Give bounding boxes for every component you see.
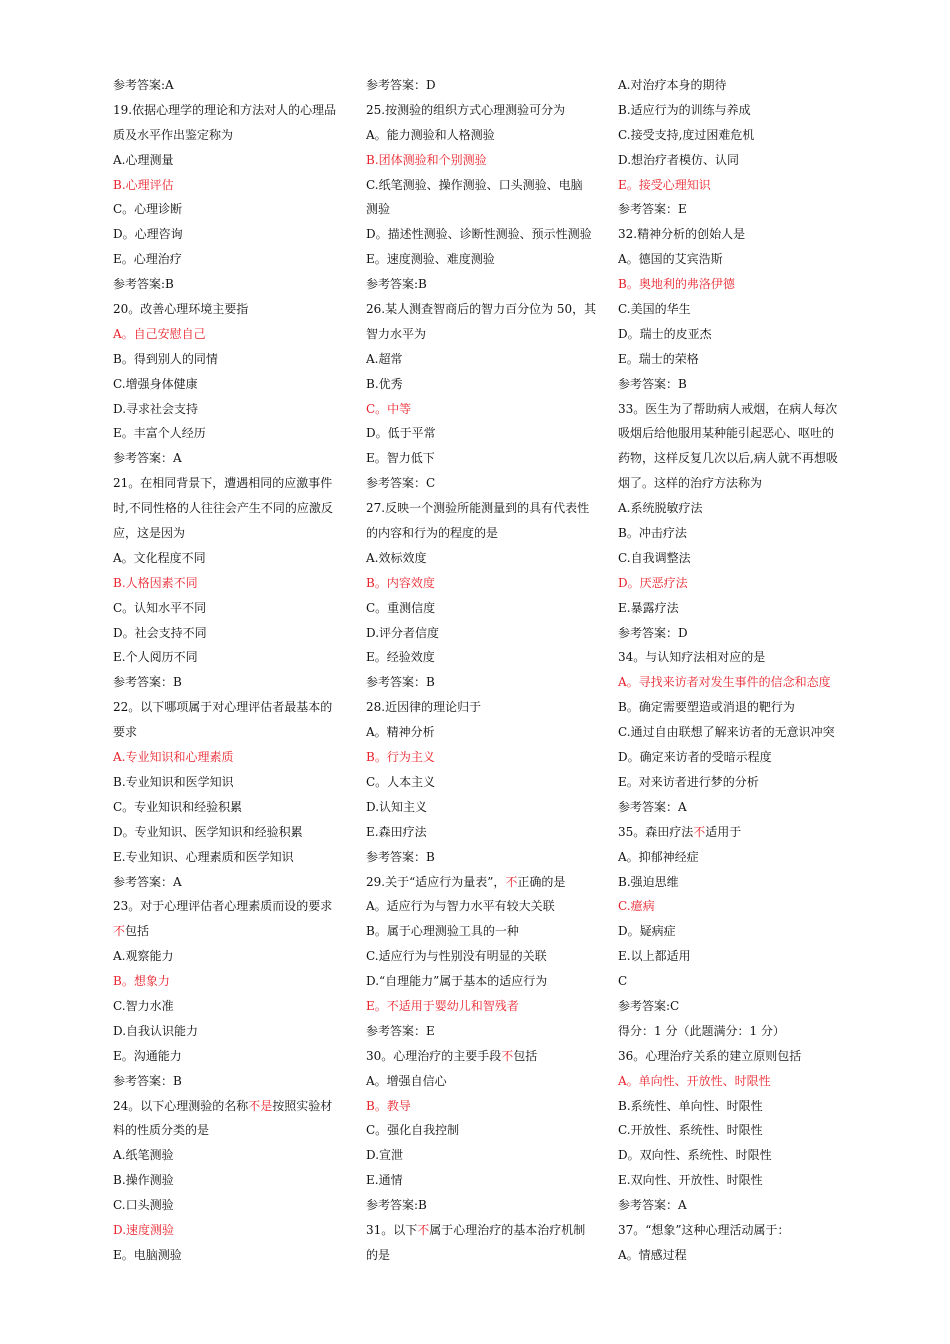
column-1 [113, 73, 349, 1268]
text-line: 22。以下哪项属于对心理评估者最基本的 [113, 700, 333, 715]
text-line: 参考答案：B [366, 675, 435, 690]
text-line: A。增强自信心 [366, 1073, 447, 1088]
text-line: D.认知主义 [366, 799, 428, 814]
text-line: 参考答案：B [366, 849, 435, 864]
text-line: 参考答案：D [366, 78, 436, 92]
text-line: D.“自理能力”属于基本的适应行为 [366, 974, 548, 989]
text-line: B.团体测验和个别测验 [366, 152, 487, 167]
text-line: 参考答案：A [618, 1198, 687, 1213]
text-line: C.美国的华生 [618, 302, 691, 317]
text-line: 参考答案：A [113, 874, 182, 889]
text-line [113, 1094, 349, 1119]
text-line: D。瑞士的皮亚杰 [618, 326, 712, 341]
text-line [366, 870, 602, 895]
text-line: 32.精神分析的创始人是 [618, 227, 746, 242]
text-line: 33。医生为了帮助病人戒烟，在病人每次 [618, 401, 838, 416]
text-line: A。抑郁神经症 [618, 849, 699, 864]
text-line: 参考答案:A [113, 78, 174, 92]
text-line: 参考答案：E [618, 202, 687, 217]
text-line: C.口头测验 [113, 1198, 174, 1213]
text-line: A.心理测量 [113, 152, 174, 167]
text-line: D。专业知识、医学知识和经验积累 [113, 824, 303, 839]
text-line: 19.依据心理学的理论和方法对人的心理品 [113, 102, 337, 117]
text-line: D。厌恶疗法 [618, 575, 688, 590]
text-line: C.接受支持,度过困难危机 [618, 127, 755, 142]
text-line: C.适应行为与性别没有明显的关联 [366, 949, 547, 964]
text-segment: 正确的是 [517, 874, 566, 889]
text-line: 参考答案：B [113, 675, 182, 690]
text-line: E。不适用于婴幼儿和智残者 [366, 998, 519, 1013]
text-line: B.强迫思维 [618, 874, 679, 889]
text-line: 21。在相同背景下，遭遇相同的应激事件 [113, 476, 333, 491]
text-line: C.纸笔测验、操作测验、口头测验、电脑 [366, 177, 583, 192]
text-line [618, 820, 854, 845]
text-line: B。奥地利的弗洛伊德 [618, 277, 735, 292]
text-line: C.癔病 [618, 899, 655, 914]
text-line: 吸烟后给他服用某种能引起恶心、呕吐的 [618, 426, 835, 441]
text-line: C。人本主义 [366, 774, 436, 789]
text-line: D.宣泄 [366, 1148, 404, 1163]
text-line: 得分：1 分（此题满分：1 分） [618, 1023, 785, 1038]
highlight-segment: 不 [113, 924, 126, 939]
column-2 [366, 73, 602, 1268]
text-line: E。心理治疗 [113, 252, 182, 267]
highlight-segment: 不 [417, 1222, 430, 1237]
text-line: 的内容和行为的程度的是 [366, 526, 499, 541]
text-line: C.智力水准 [113, 998, 174, 1013]
text-line: 28.近因律的理论归于 [366, 700, 482, 715]
text-line: 参考答案：B [113, 1073, 182, 1088]
text-line: E。智力低下 [366, 451, 435, 466]
text-segment: 按照实验材 [272, 1098, 333, 1113]
text-segment: 30。心理治疗的主要手段 [366, 1048, 502, 1063]
text-line: B。得到别人的同情 [113, 351, 218, 366]
text-line: 参考答案:B [366, 277, 427, 292]
text-line: A.专业知识和心理素质 [113, 750, 234, 765]
text-line: E.森田疗法 [366, 824, 427, 839]
text-line: B.操作测验 [113, 1173, 174, 1188]
text-line: D。心理咨询 [113, 227, 183, 242]
text-line: B。想象力 [113, 974, 170, 989]
text-line: A.系统脱敏疗法 [618, 501, 703, 516]
text-line: 时,不同性格的人往往会产生不同的应激反 [113, 501, 333, 516]
text-line: 参考答案：E [366, 1023, 435, 1038]
text-line: E.个人阅历不同 [113, 650, 198, 665]
text-line: C.通过自由联想了解来访者的无意识冲突 [618, 725, 835, 740]
text-line: 要求 [113, 725, 138, 740]
text-line: 参考答案:B [366, 1198, 427, 1213]
text-line [113, 919, 349, 944]
highlight-segment: 不 [505, 874, 518, 889]
text-line: E。电脑测验 [113, 1247, 182, 1262]
text-line: 37。“想象”这种心理活动属于： [618, 1222, 790, 1237]
text-line: 质及水平作出鉴定称为 [113, 127, 234, 142]
text-line: E.以上都适用 [618, 949, 691, 964]
text-line [366, 1218, 602, 1243]
text-line: A.对治疗本身的期待 [618, 78, 727, 92]
text-line: A.纸笔测验 [113, 1148, 174, 1163]
text-line: 27.反映一个测验所能测量到的具有代表性 [366, 501, 590, 516]
text-line: C.自我调整法 [618, 550, 691, 565]
text-line: 药物，这样反复几次以后,病人就不再想吸 [618, 451, 838, 466]
text-line: 应，这是因为 [113, 526, 186, 541]
text-line: D.评分者信度 [366, 625, 440, 640]
text-line: E。瑞士的荣格 [618, 351, 699, 366]
text-line: 的是 [366, 1247, 391, 1262]
text-segment: 31。以下 [366, 1222, 418, 1237]
text-line: A.观察能力 [113, 949, 174, 964]
text-line: D.自我认识能力 [113, 1023, 199, 1038]
text-segment: 适用于 [705, 824, 742, 839]
text-line: E.暴露疗法 [618, 600, 679, 615]
text-line: B。属于心理测验工具的一种 [366, 924, 519, 939]
text-line: 测验 [366, 202, 391, 217]
text-line: C。认知水平不同 [113, 600, 207, 615]
text-line: B。行为主义 [366, 750, 435, 765]
text-line: E。经验效度 [366, 650, 435, 665]
text-segment: 24。以下心理测验的名称 [113, 1098, 249, 1113]
text-line: A.效标效度 [366, 550, 427, 565]
text-line: A。自己安慰自己 [113, 326, 206, 341]
text-line: 34。与认知疗法相对应的是 [618, 650, 766, 665]
text-line: D.寻求社会支持 [113, 401, 199, 416]
text-line: A。精神分析 [366, 725, 435, 740]
text-line: 智力水平为 [366, 326, 427, 341]
text-line: B.系统性、单向性、时限性 [618, 1098, 763, 1113]
text-line: 参考答案：A [113, 451, 182, 466]
text-line: A。能力测验和人格测验 [366, 127, 495, 142]
text-line: D。确定来访者的受暗示程度 [618, 750, 772, 765]
text-segment: 35。森田疗法 [618, 824, 694, 839]
text-line: E。接受心理知识 [618, 177, 711, 192]
text-line: B。冲击疗法 [618, 526, 687, 541]
text-line: B。确定需要塑造或消退的靶行为 [618, 700, 795, 715]
text-line: C。专业知识和经验积累 [113, 799, 243, 814]
text-line: A。情感过程 [618, 1247, 687, 1262]
text-line: C。中等 [366, 401, 412, 416]
text-line: A.超常 [366, 351, 403, 366]
text-line: C。重测信度 [366, 600, 436, 615]
text-line: 参考答案：D [618, 625, 688, 640]
text-line: C。心理诊断 [113, 202, 183, 217]
text-line: A。寻找来访者对发生事件的信念和态度 [618, 675, 831, 690]
text-line: 36。心理治疗关系的建立原则包括 [618, 1048, 802, 1063]
text-line [366, 1044, 602, 1069]
text-line: D.想治疗者模仿、认同 [618, 152, 740, 167]
text-segment: 属于心理治疗的基本治疗机制 [429, 1222, 586, 1237]
text-segment: 29.关于“适应行为量表”， [366, 874, 506, 889]
text-line: D。低于平常 [366, 426, 436, 441]
text-line: E。对来访者进行梦的分析 [618, 774, 759, 789]
text-line: A。文化程度不同 [113, 550, 206, 565]
text-segment: 包括 [125, 924, 150, 939]
text-line: 料的性质分类的是 [113, 1123, 210, 1138]
text-line: 参考答案:B [113, 277, 174, 292]
highlight-segment: 不 [693, 824, 706, 839]
text-line: E.通情 [366, 1173, 403, 1188]
text-line: A。德国的艾宾浩斯 [618, 252, 723, 267]
text-line: B.适应行为的训练与养成 [618, 102, 751, 117]
text-line: B.心理评估 [113, 177, 174, 192]
text-line: 参考答案：C [366, 476, 436, 491]
text-line: D。双向性、系统性、时限性 [618, 1148, 772, 1163]
text-line: E。沟通能力 [113, 1048, 182, 1063]
text-line: D.速度测验 [113, 1222, 175, 1237]
text-line: 26.某人测查智商后的智力百分位为 50，其 [366, 302, 597, 317]
highlight-segment: 不 [501, 1048, 514, 1063]
text-line: E.双向性、开放性、时限性 [618, 1173, 763, 1188]
text-line: C.开放性、系统性、时限性 [618, 1123, 763, 1138]
text-line: A。适应行为与智力水平有较大关联 [366, 899, 555, 914]
text-line: C。强化自我控制 [366, 1123, 460, 1138]
text-line: 参考答案:C [618, 998, 680, 1013]
text-line: D。描述性测验、诊断性测验、预示性测验 [366, 227, 592, 242]
text-line: B.优秀 [366, 376, 403, 391]
text-line: 参考答案：A [618, 799, 687, 814]
text-line: B.专业知识和医学知识 [113, 774, 234, 789]
text-line: C.增强身体健康 [113, 376, 198, 391]
text-line: E。速度测验、难度测验 [366, 252, 495, 267]
text-line: D。疑病症 [618, 924, 676, 939]
text-line: E。丰富个人经历 [113, 426, 206, 441]
highlight-segment: 不是 [248, 1098, 273, 1113]
text-line: 20。改善心理环境主要指 [113, 302, 249, 317]
text-line: B。教导 [366, 1098, 411, 1113]
text-line: 23。对于心理评估者心理素质而设的要求 [113, 899, 333, 914]
text-line: D。社会支持不同 [113, 625, 207, 640]
text-segment: 包括 [513, 1048, 538, 1063]
text-line: A。单向性、开放性、时限性 [618, 1073, 771, 1088]
text-line: 烟了。这样的治疗方法称为 [618, 476, 763, 491]
text-line: 25.按测验的组织方式心理测验可分为 [366, 102, 566, 117]
text-line: B。内容效度 [366, 575, 435, 590]
text-line: C [618, 974, 628, 989]
text-line: E.专业知识、心理素质和医学知识 [113, 849, 294, 864]
text-line: 参考答案：B [618, 376, 687, 391]
column-3 [618, 73, 854, 1268]
text-line: B.人格因素不同 [113, 575, 198, 590]
